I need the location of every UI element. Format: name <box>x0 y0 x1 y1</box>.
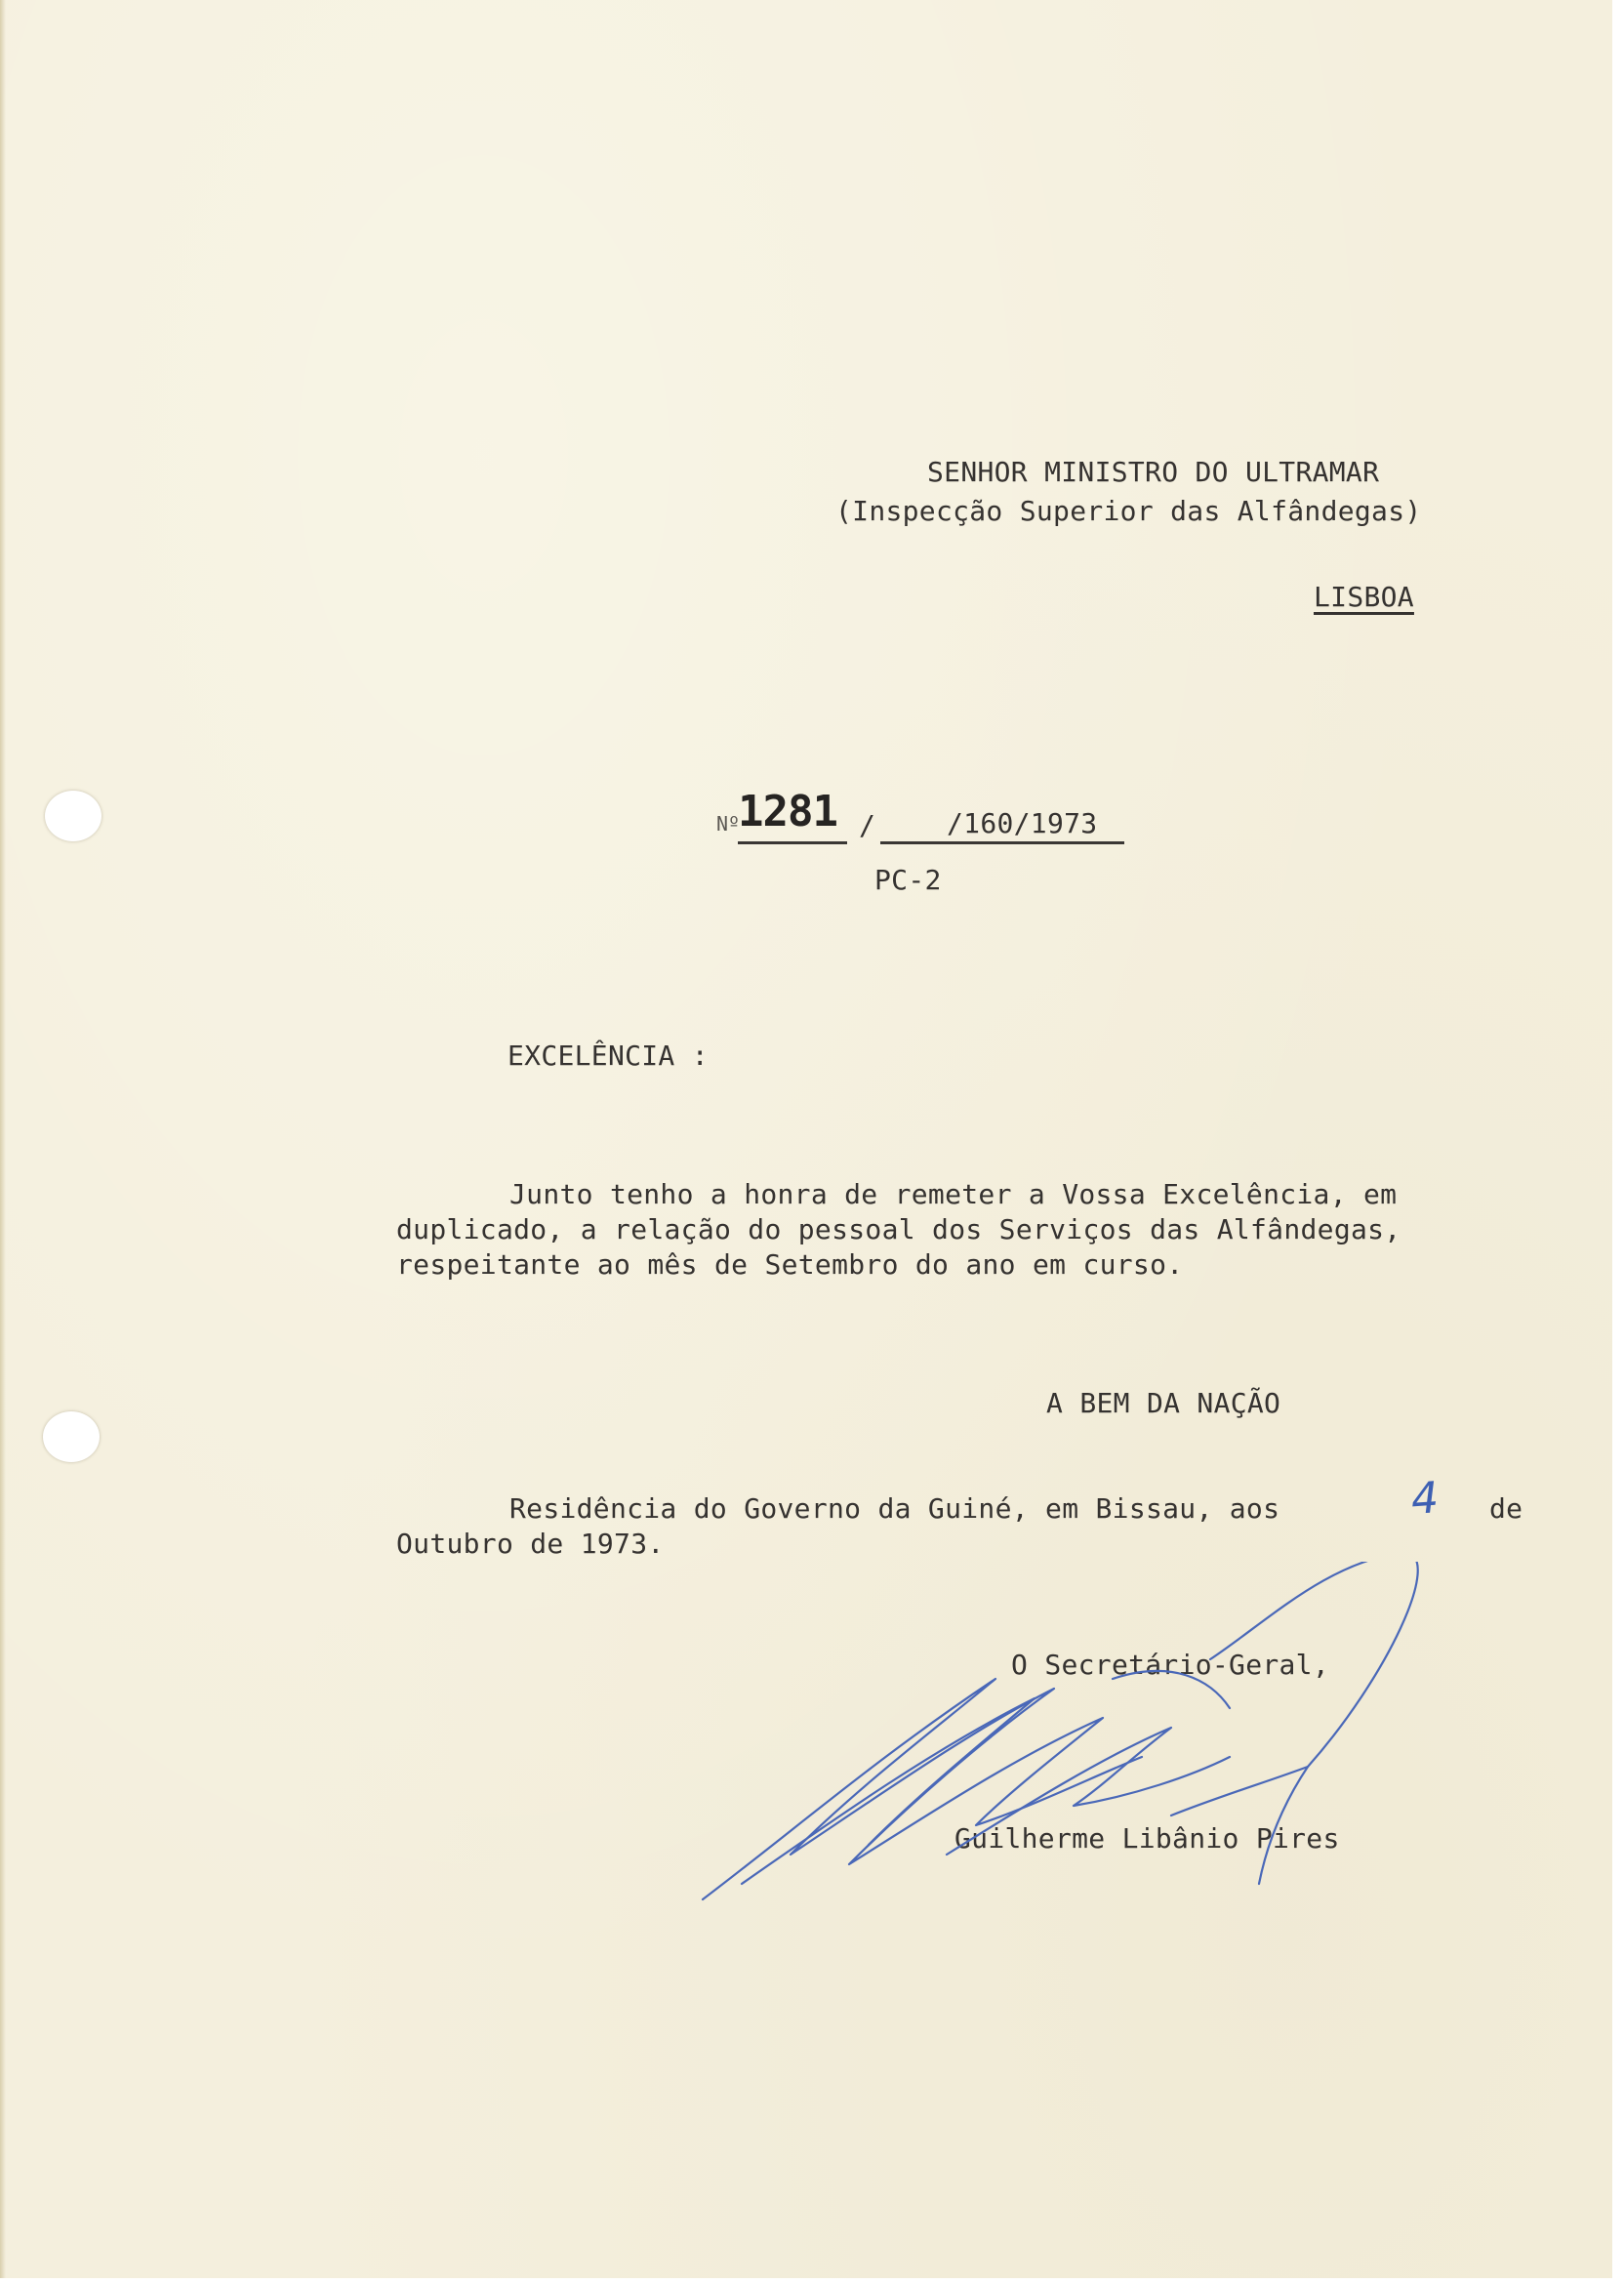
punch-hole-bottom <box>43 1411 100 1462</box>
body-line-2: duplicado, a relação do pessoal dos Serviços das Alfândegas, <box>396 1213 1401 1245</box>
reference-blank-line <box>880 841 1124 844</box>
recipient-line-1: SENHOR MINISTRO DO ULTRAMAR <box>927 456 1380 488</box>
handwritten-signature <box>683 1562 1425 1923</box>
date-line-2: Outubro de 1973. <box>396 1528 665 1560</box>
date-line-1: Residência do Governo da Guiné, em Bissau, aos <box>509 1492 1280 1525</box>
reference-separator: / <box>859 809 876 841</box>
reference-number-underline <box>738 841 847 844</box>
paper-edge <box>0 0 6 2278</box>
reference-suffix: /160/1973 <box>947 807 1098 839</box>
signatory-name: Guilherme Libânio Pires <box>954 1822 1340 1855</box>
reference-prefix: Nº <box>716 812 741 836</box>
reference-code: PC-2 <box>874 864 942 896</box>
reference-number: 1281 <box>738 787 837 836</box>
recipient-city: LISBOA <box>1314 581 1414 613</box>
salutation: EXCELÊNCIA : <box>508 1040 709 1072</box>
body-line-1: Junto tenho a honra de remeter a Vossa Excelência, em <box>509 1178 1398 1210</box>
recipient-line-2: (Inspecção Superior das Alfândegas) <box>835 495 1422 527</box>
handwritten-day: 4 <box>1409 1473 1441 1525</box>
punch-hole-top <box>45 791 102 841</box>
body-line-3: respeitante ao mês de Setembro do ano em curso. <box>396 1248 1184 1281</box>
signatory-title: O Secretário-Geral, <box>1011 1649 1329 1681</box>
date-line-1-end: de <box>1489 1492 1523 1525</box>
closing-motto: A BEM DA NAÇÃO <box>1046 1387 1281 1419</box>
